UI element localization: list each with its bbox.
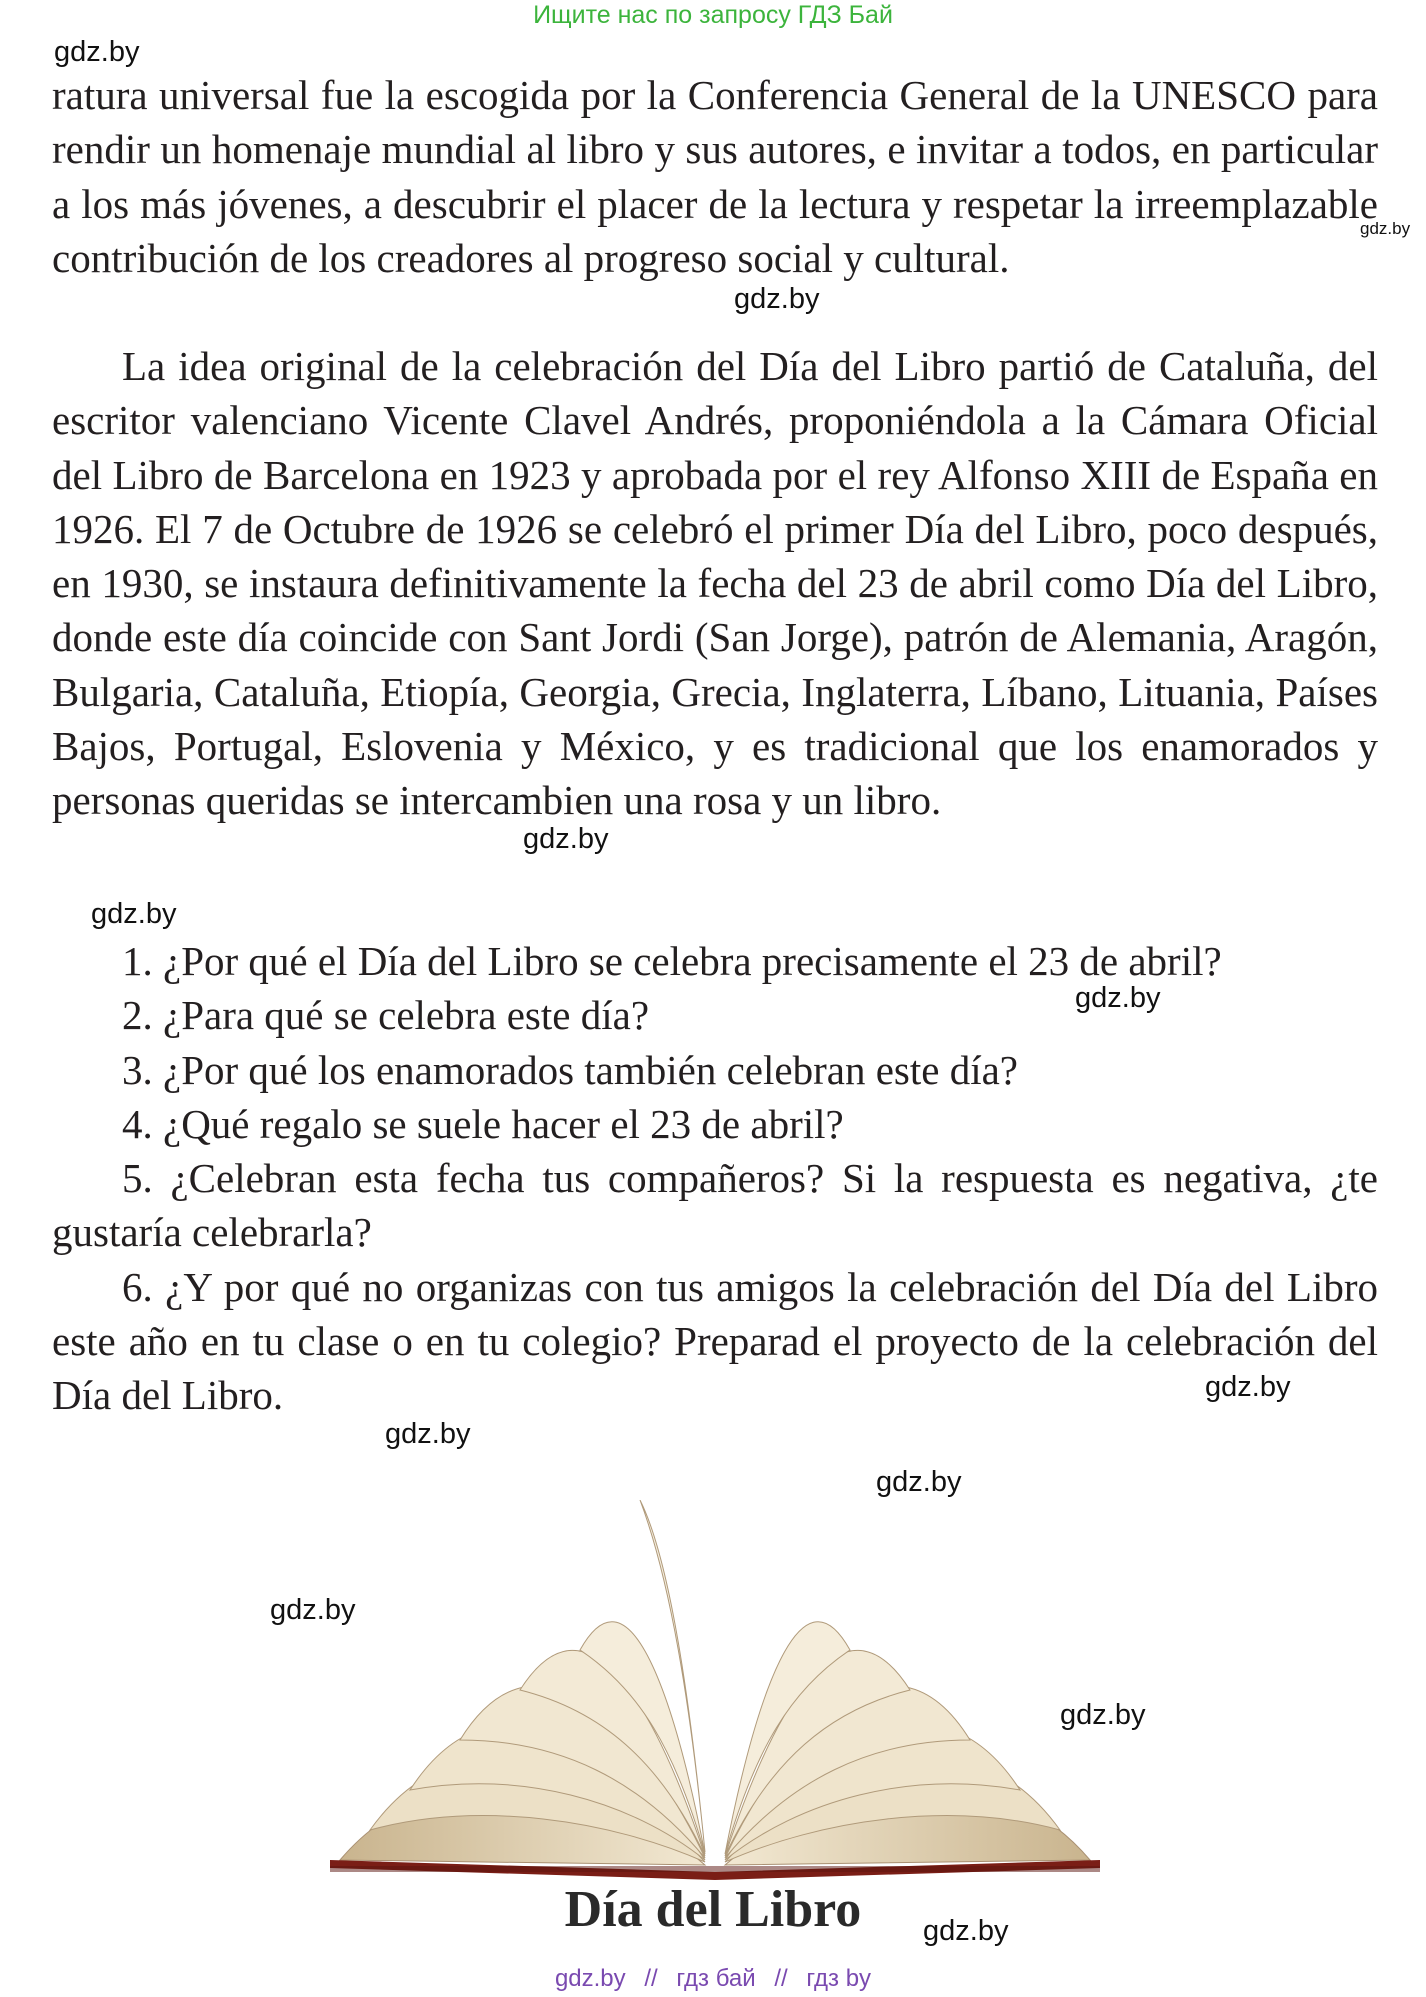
watermark: gdz.by bbox=[1205, 1371, 1291, 1403]
question-item: 5. ¿Celebran esta fecha tus compañeros? Si la respuesta es negativa, ¿te gustaría celebrarla? bbox=[52, 1155, 1378, 1256]
watermark: gdz.by bbox=[1060, 1699, 1146, 1731]
question-item: 6. ¿Y por qué no organizas con tus amigos la celebración del Día del Libro este año en tu clase o en tu colegio? Preparad el proyecto de la celebración del Día del Libro. bbox=[52, 1263, 1378, 1419]
watermark: gdz.by bbox=[1075, 982, 1161, 1014]
watermark: gdz.by bbox=[734, 283, 820, 315]
open-book-illustration bbox=[330, 1500, 1100, 1880]
watermark: gdz.by bbox=[876, 1466, 962, 1498]
footer-separator: // bbox=[774, 1965, 788, 1992]
question-item: 4. ¿Qué regalo se suele hacer el 23 de abril? bbox=[122, 1100, 844, 1147]
footer-links bbox=[0, 1965, 1426, 1993]
question-item: 1. ¿Por qué el Día del Libro se celebra precisamente el 23 de abril? bbox=[122, 938, 1222, 984]
watermark: gdz.by bbox=[91, 898, 177, 930]
question-item: 2. ¿Para qué se celebra este día? bbox=[122, 992, 650, 1039]
watermark: gdz.by bbox=[385, 1418, 471, 1450]
footer-link-gdz-bai[interactable]: гдз бай bbox=[676, 1965, 756, 1992]
paragraph-text: La idea original de la celebración del Día del Libro partió de Cataluña, del escritor valenciano Vicente Clavel Andrés, proponiéndola a la Cámara Oficial del Libro de Barcelona en 1923 y aprobada por el rey Alfonso XIII de España en 1926. El 7 de Octubre de 1926 se celebró el primer Día del Libro, poco después, en 1930, se instaura definitivamente la fecha del 23 de abril como Día del Libro, donde este día coincide con Sant Jordi (San Jorge), patrón de Alemania, Aragón, Bulgaria, Cataluña, Etiopía, Georgia, Grecia, Inglaterra, Líbano, Lituania, Países Bajos, Portugal, Eslovenia y México, y es tradicional que los enamorados y personas queridas se intercambien una rosa y un libro. bbox=[52, 343, 1378, 824]
book-pages-left bbox=[340, 1500, 705, 1865]
watermark: gdz.by bbox=[54, 36, 140, 68]
question-item: 3. ¿Por qué los enamorados también celebran este día? bbox=[122, 1046, 1018, 1093]
footer-link-gdz[interactable]: gdz.by bbox=[554, 1965, 626, 1992]
question-list bbox=[52, 934, 1378, 1423]
watermark: gdz.by bbox=[923, 1915, 1009, 1947]
paragraph-text: ratura universal fue la escogida por la Conferencia General de la UNESCO para rendir un homenaje mundial al libro y sus autores, e invitar a todos, en particular a los más jóvenes, a descubrir el placer de la lectura y respetar la irreemplazable contribución de los creadores al progreso social y cultural. bbox=[52, 72, 1378, 281]
paragraph-2 bbox=[52, 339, 1378, 828]
footer-separator: // bbox=[644, 1965, 658, 1992]
footer-link-gdz-by[interactable]: гдз by bbox=[806, 1965, 872, 1992]
figure-caption: Día del Libro bbox=[564, 1881, 862, 1938]
watermark: gdz.by bbox=[1360, 219, 1411, 238]
watermark: gdz.by bbox=[523, 823, 609, 855]
watermark: gdz.by bbox=[270, 1594, 356, 1626]
top-banner: Ищите нас по запросу ГДЗ Бай bbox=[533, 1, 893, 29]
paragraph-1 bbox=[52, 68, 1378, 285]
book-pages-right bbox=[725, 1622, 1090, 1865]
